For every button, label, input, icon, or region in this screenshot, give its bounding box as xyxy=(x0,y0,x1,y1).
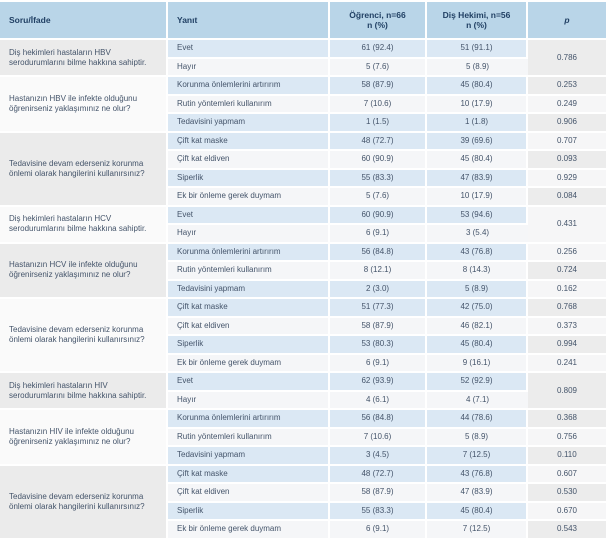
student-value-cell: 48 (72.7) xyxy=(330,466,427,485)
answer-cell: Çift kat maske xyxy=(168,133,330,152)
student-value-cell: 7 (10.6) xyxy=(330,429,427,448)
dentist-value-cell: 43 (76.8) xyxy=(427,244,528,263)
header-student-line1: Öğrenci, n=66 xyxy=(349,10,406,20)
student-value-cell: 58 (87.9) xyxy=(330,484,427,503)
p-value-cell: 0.768 xyxy=(528,299,606,318)
dentist-value-cell: 45 (80.4) xyxy=(427,336,528,355)
p-value-cell: 0.607 xyxy=(528,466,606,485)
p-value-cell: 0.373 xyxy=(528,318,606,337)
p-value-cell: 0.162 xyxy=(528,281,606,300)
question-cell: Hastanızın HBV ile infekte olduğunu öğrenirseniz yaklaşımınız ne olur? xyxy=(0,77,168,133)
dentist-value-cell: 7 (12.5) xyxy=(427,521,528,540)
answer-cell: Çift kat eldiven xyxy=(168,318,330,337)
answer-cell: Rutin yöntemleri kullanırım xyxy=(168,262,330,281)
answer-cell: Çift kat eldiven xyxy=(168,484,330,503)
answer-cell: Hayır xyxy=(168,59,330,78)
dentist-value-cell: 10 (17.9) xyxy=(427,96,528,115)
student-value-cell: 8 (12.1) xyxy=(330,262,427,281)
student-value-cell: 7 (10.6) xyxy=(330,96,427,115)
dentist-value-cell: 45 (80.4) xyxy=(427,503,528,522)
table-body xyxy=(0,40,606,540)
dentist-value-cell: 51 (91.1) xyxy=(427,40,528,59)
p-value-cell: 0.256 xyxy=(528,244,606,263)
answer-cell: Rutin yöntemleri kullanırım xyxy=(168,429,330,448)
student-value-cell: 60 (90.9) xyxy=(330,151,427,170)
answer-cell: Çift kat maske xyxy=(168,299,330,318)
student-value-cell: 3 (4.5) xyxy=(330,447,427,466)
student-value-cell: 55 (83.3) xyxy=(330,503,427,522)
answer-cell: Ek bir önleme gerek duymam xyxy=(168,188,330,207)
student-value-cell: 62 (93.9) xyxy=(330,373,427,392)
question-cell: Diş hekimleri hastaların HBV serodurumlarını bilme hakkına sahiptir. xyxy=(0,40,168,77)
answer-cell: Evet xyxy=(168,40,330,59)
p-value-cell: 0.707 xyxy=(528,133,606,152)
answer-cell: Çift kat eldiven xyxy=(168,151,330,170)
p-value-cell: 0.994 xyxy=(528,336,606,355)
p-value-cell: 0.809 xyxy=(528,373,606,410)
p-value-cell: 0.906 xyxy=(528,114,606,133)
answer-cell: Rutin yöntemleri kullanırım xyxy=(168,96,330,115)
dentist-value-cell: 45 (80.4) xyxy=(427,151,528,170)
dentist-value-cell: 3 (5.4) xyxy=(427,225,528,244)
dentist-value-cell: 39 (69.6) xyxy=(427,133,528,152)
dentist-value-cell: 5 (8.9) xyxy=(427,281,528,300)
header-student xyxy=(330,2,427,40)
table-row xyxy=(0,299,606,318)
table-row xyxy=(0,77,606,96)
table-row xyxy=(0,466,606,485)
student-value-cell: 60 (90.9) xyxy=(330,207,427,226)
student-value-cell: 58 (87.9) xyxy=(330,77,427,96)
answer-cell: Hayır xyxy=(168,392,330,411)
p-value-cell: 0.253 xyxy=(528,77,606,96)
dentist-value-cell: 8 (14.3) xyxy=(427,262,528,281)
p-value-cell: 0.929 xyxy=(528,170,606,189)
student-value-cell: 5 (7.6) xyxy=(330,59,427,78)
table-row xyxy=(0,40,606,59)
dentist-value-cell: 46 (82.1) xyxy=(427,318,528,337)
p-value-cell: 0.670 xyxy=(528,503,606,522)
question-cell: Diş hekimleri hastaların HIV serodurumlarını bilme hakkına sahiptir. xyxy=(0,373,168,410)
student-value-cell: 6 (9.1) xyxy=(330,225,427,244)
dentist-value-cell: 9 (16.1) xyxy=(427,355,528,374)
p-value-cell: 0.368 xyxy=(528,410,606,429)
p-value-cell: 0.431 xyxy=(528,207,606,244)
student-value-cell: 58 (87.9) xyxy=(330,318,427,337)
student-value-cell: 1 (1.5) xyxy=(330,114,427,133)
answer-cell: Evet xyxy=(168,207,330,226)
dentist-value-cell: 10 (17.9) xyxy=(427,188,528,207)
header-question: Soru/İfade xyxy=(0,2,168,40)
results-table xyxy=(0,2,606,540)
p-value-cell: 0.530 xyxy=(528,484,606,503)
dentist-value-cell: 45 (80.4) xyxy=(427,77,528,96)
dentist-value-cell: 44 (78.6) xyxy=(427,410,528,429)
p-value-cell: 0.249 xyxy=(528,96,606,115)
question-cell: Hastanızın HIV ile infekte olduğunu öğrenirseniz yaklaşımınız ne olur? xyxy=(0,410,168,466)
dentist-value-cell: 7 (12.5) xyxy=(427,447,528,466)
p-value-cell: 0.786 xyxy=(528,40,606,77)
header-dentist xyxy=(427,2,528,40)
student-value-cell: 6 (9.1) xyxy=(330,521,427,540)
answer-cell: Siperlik xyxy=(168,336,330,355)
dentist-value-cell: 43 (76.8) xyxy=(427,466,528,485)
student-value-cell: 55 (83.3) xyxy=(330,170,427,189)
header-dentist-line1: Diş Hekimi, n=56 xyxy=(442,10,511,20)
answer-cell: Ek bir önleme gerek duymam xyxy=(168,521,330,540)
question-cell: Tedavisine devam ederseniz korunma önlemi olarak hangilerini kullanırsınız? xyxy=(0,133,168,207)
answer-cell: Tedavisini yapmam xyxy=(168,281,330,300)
answer-cell: Ek bir önleme gerek duymam xyxy=(168,355,330,374)
student-value-cell: 6 (9.1) xyxy=(330,355,427,374)
student-value-cell: 51 (77.3) xyxy=(330,299,427,318)
student-value-cell: 2 (3.0) xyxy=(330,281,427,300)
dentist-value-cell: 47 (83.9) xyxy=(427,484,528,503)
dentist-value-cell: 1 (1.8) xyxy=(427,114,528,133)
answer-cell: Korunma önlemlerini artırırım xyxy=(168,244,330,263)
dentist-value-cell: 52 (92.9) xyxy=(427,373,528,392)
answer-cell: Hayır xyxy=(168,225,330,244)
p-value-cell: 0.241 xyxy=(528,355,606,374)
answer-cell: Tedavisini yapmam xyxy=(168,447,330,466)
dentist-value-cell: 47 (83.9) xyxy=(427,170,528,189)
table-row xyxy=(0,207,606,226)
dentist-value-cell: 53 (94.6) xyxy=(427,207,528,226)
answer-cell: Tedavisini yapmam xyxy=(168,114,330,133)
table-header-row xyxy=(0,2,606,40)
table-row xyxy=(0,373,606,392)
table-row xyxy=(0,410,606,429)
question-cell: Diş hekimleri hastaların HCV serodurumlarını bilme hakkına sahiptir. xyxy=(0,207,168,244)
student-value-cell: 61 (92.4) xyxy=(330,40,427,59)
p-value-cell: 0.084 xyxy=(528,188,606,207)
header-dentist-line2: n (%) xyxy=(466,20,487,30)
header-p-value: p xyxy=(528,2,606,40)
table-row xyxy=(0,133,606,152)
p-value-cell: 0.724 xyxy=(528,262,606,281)
answer-cell: Evet xyxy=(168,373,330,392)
answer-cell: Çift kat maske xyxy=(168,466,330,485)
question-cell: Tedavisine devam ederseniz korunma önlemi olarak hangilerini kullanırsınız? xyxy=(0,299,168,373)
student-value-cell: 48 (72.7) xyxy=(330,133,427,152)
answer-cell: Siperlik xyxy=(168,170,330,189)
dentist-value-cell: 5 (8.9) xyxy=(427,59,528,78)
student-value-cell: 56 (84.8) xyxy=(330,244,427,263)
question-cell: Tedavisine devam ederseniz korunma önlemi olarak hangilerini kullanırsınız? xyxy=(0,466,168,540)
answer-cell: Korunma önlemlerini artırırım xyxy=(168,77,330,96)
student-value-cell: 56 (84.8) xyxy=(330,410,427,429)
p-value-cell: 0.543 xyxy=(528,521,606,540)
dentist-value-cell: 5 (8.9) xyxy=(427,429,528,448)
dentist-value-cell: 4 (7.1) xyxy=(427,392,528,411)
table-row xyxy=(0,244,606,263)
answer-cell: Siperlik xyxy=(168,503,330,522)
answer-cell: Korunma önlemlerini artırırım xyxy=(168,410,330,429)
p-value-cell: 0.110 xyxy=(528,447,606,466)
student-value-cell: 5 (7.6) xyxy=(330,188,427,207)
header-answer: Yanıt xyxy=(168,2,330,40)
header-student-line2: n (%) xyxy=(367,20,388,30)
p-value-cell: 0.756 xyxy=(528,429,606,448)
p-value-cell: 0.093 xyxy=(528,151,606,170)
student-value-cell: 4 (6.1) xyxy=(330,392,427,411)
question-cell: Hastanızın HCV ile infekte olduğunu öğrenirseniz yaklaşımınız ne olur? xyxy=(0,244,168,300)
dentist-value-cell: 42 (75.0) xyxy=(427,299,528,318)
student-value-cell: 53 (80.3) xyxy=(330,336,427,355)
